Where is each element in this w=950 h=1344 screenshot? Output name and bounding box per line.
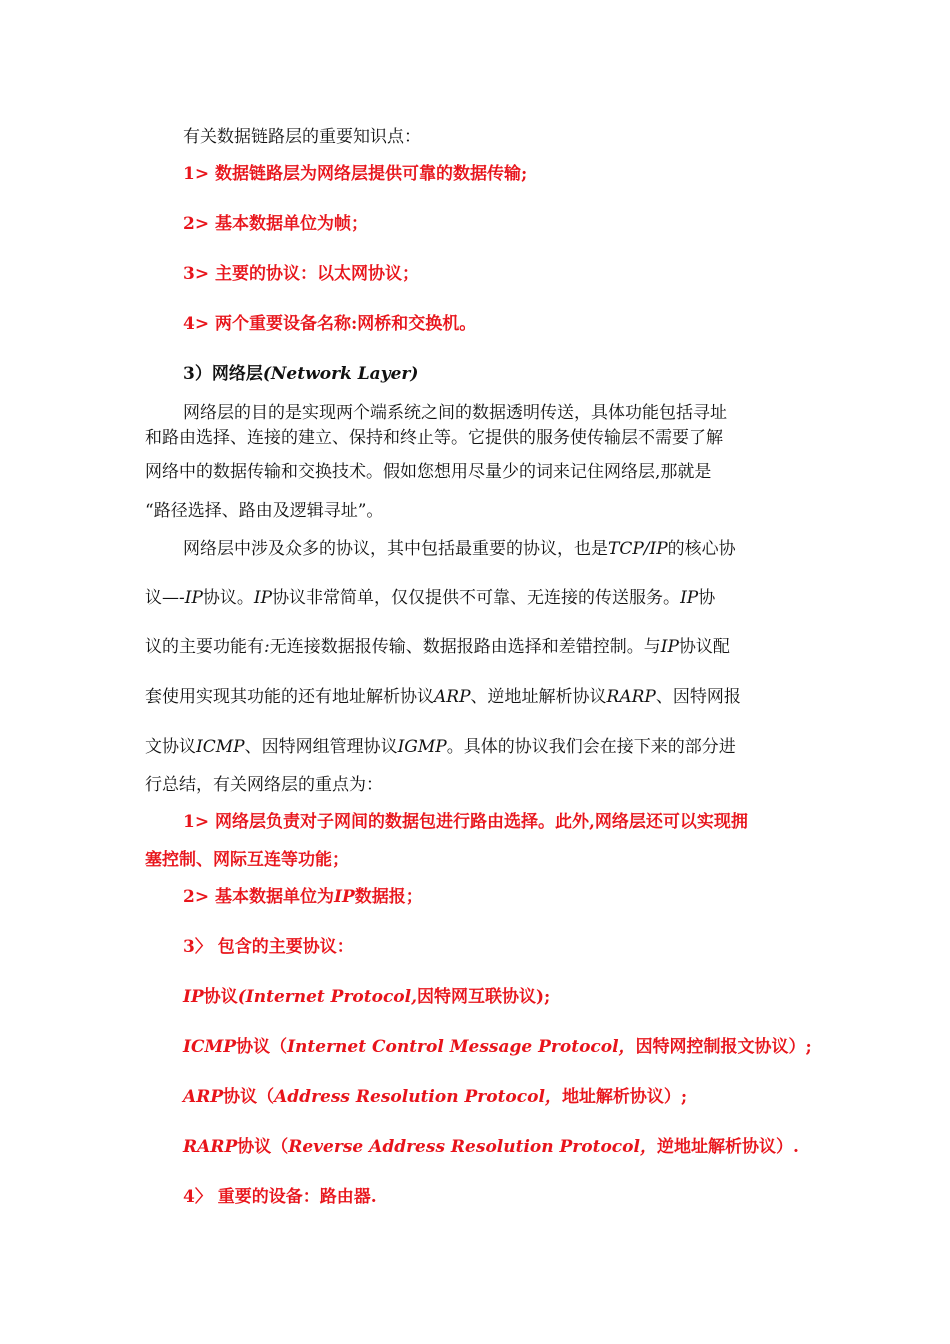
- net-point-2: [183, 886, 423, 908]
- protocol-abbr: RARP: [183, 1137, 238, 1157]
- para2-line-2: [145, 587, 715, 609]
- text-run: 议—: [145, 588, 179, 608]
- para2-line-3: [145, 636, 730, 658]
- protocol-full-name: (Internet Protocol,: [237, 987, 418, 1007]
- net-point-1-line-1: 1> 网络层负责对子网间的数据包进行路由选择。此外,网络层还可以实现拥: [183, 812, 748, 832]
- text-run: 议的主要功能有: [145, 637, 264, 657]
- protocol-full-name: Internet Control Message Protocol，: [287, 1037, 636, 1057]
- protocol-abbr: ICMP: [183, 1037, 237, 1057]
- network-layer-heading: [183, 363, 418, 385]
- term-igmp: IGMP: [397, 737, 447, 757]
- text-run: 无连接数据报传输、数据报路由选择和差错控制。与: [269, 637, 661, 657]
- text-run: 、逆地址解析协议: [470, 687, 607, 707]
- text-run: 协议。: [202, 588, 254, 608]
- heading-en: (Network Layer): [262, 364, 419, 384]
- text-run: 协议（: [236, 1037, 288, 1057]
- protocol-ip: [183, 986, 550, 1008]
- protocol-arp: [183, 1086, 687, 1108]
- text-run: 2> 基本数据单位为: [183, 887, 334, 907]
- text-run: 地址解析协议）;: [561, 1087, 688, 1107]
- text-run: 的核心协: [667, 539, 736, 559]
- term-ip: IP: [680, 588, 699, 608]
- net-point-4: 4〉 重要的设备：路由器.: [183, 1187, 377, 1207]
- text-run: 文协议: [145, 737, 196, 757]
- para2-line-5: [145, 736, 736, 758]
- protocol-abbr: ARP: [183, 1087, 224, 1107]
- protocol-full-name: Reverse Address Resolution Protocol，: [288, 1137, 657, 1157]
- term-tcpip: TCP/IP: [608, 539, 668, 559]
- term-ip: IP: [334, 887, 355, 907]
- text-run: :: [264, 637, 270, 657]
- para1-line-1: 网络层的目的是实现两个端系统之间的数据透明传送，具体功能包括寻址: [183, 403, 727, 423]
- text-run: 逆地址解析协议）.: [656, 1137, 799, 1157]
- net-point-1-line-2: 塞控制、网际互连等功能；: [145, 850, 349, 870]
- text-run: 套使用实现其功能的还有地址解析协议: [145, 687, 434, 707]
- term-ip: IP: [253, 588, 273, 608]
- para1-line-3: 网络中的数据传输和交换技术。假如您想用尽量少的词来记住网络层,那就是: [145, 462, 712, 482]
- para2-line-6: 行总结，有关网络层的重点为：: [145, 775, 383, 795]
- text-run: 协议配: [678, 637, 730, 657]
- protocol-abbr: IP: [183, 987, 204, 1007]
- term-icmp: ICMP: [196, 737, 245, 757]
- text-run: 、因特网报: [655, 687, 741, 707]
- text-run: 。具体的协议我们会在接下来的部分进: [446, 737, 736, 757]
- text-run: 因特网控制报文协议）;: [635, 1037, 812, 1057]
- text-run: 数据报；: [354, 887, 423, 907]
- dl-point-1: 1> 数据链路层为网络层提供可靠的数据传输;: [183, 164, 528, 184]
- text-run: 协: [698, 588, 716, 608]
- text-run: 网络层中涉及众多的协议，其中包括最重要的协议，也是: [183, 539, 608, 559]
- dl-intro: 有关数据链路层的重要知识点：: [183, 127, 421, 147]
- text-run: 协议（: [223, 1087, 275, 1107]
- text-run: 、因特网组管理协议: [244, 737, 398, 757]
- para2-line-1: [183, 538, 736, 560]
- term-ip: IP: [660, 637, 679, 657]
- protocol-icmp: [183, 1036, 812, 1058]
- para1-line-4: “路径选择、路由及逻辑寻址”。: [145, 501, 384, 521]
- heading-cn: 网络层: [211, 364, 263, 384]
- dl-point-4: 4> 两个重要设备名称:网桥和交换机。: [183, 314, 477, 334]
- protocol-rarp: [183, 1136, 799, 1158]
- text-run: 协议（: [237, 1137, 289, 1157]
- term-rarp: RARP: [606, 687, 656, 707]
- net-point-3: 3〉 包含的主要协议：: [183, 937, 354, 957]
- text-run: 因特网互联协议);: [417, 987, 551, 1007]
- text-run: 协议: [203, 987, 238, 1007]
- text-run: 协议非常简单，仅仅提供不可靠、无连接的传送服务。: [272, 588, 681, 608]
- dl-point-3: 3> 主要的协议：以太网协议；: [183, 264, 419, 284]
- term-arp: ARP: [434, 687, 471, 707]
- para2-line-4: [145, 686, 741, 708]
- heading-number: 3）: [183, 364, 212, 384]
- dl-point-2: 2> 基本数据单位为帧；: [183, 214, 368, 234]
- protocol-full-name: Address Resolution Protocol，: [274, 1087, 562, 1107]
- term-ip: -IP: [179, 588, 203, 608]
- para1-line-2: 和路由选择、连接的建立、保持和终止等。它提供的服务使传输层不需要了解: [145, 428, 723, 448]
